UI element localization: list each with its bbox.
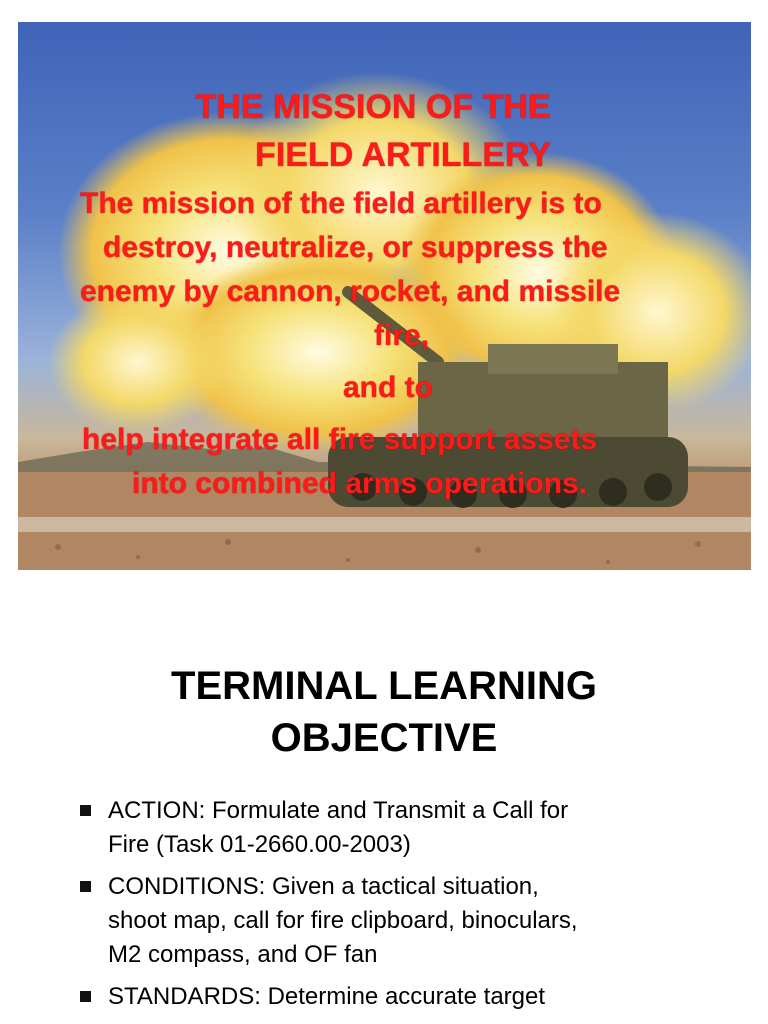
mission-line: The mission of the field artillery is to bbox=[80, 187, 602, 220]
objective-list bbox=[80, 794, 740, 1022]
list-item-conditions bbox=[80, 870, 740, 972]
bullet-text: STANDARDS: Determine accurate target bbox=[108, 983, 546, 1010]
tlo-slide bbox=[0, 600, 768, 1024]
square-bullet-icon bbox=[80, 805, 91, 816]
mission-line: into combined arms operations. bbox=[132, 467, 588, 500]
square-bullet-icon bbox=[80, 881, 91, 892]
mission-title-line2: FIELD ARTILLERY bbox=[255, 136, 551, 174]
mission-line: fire, bbox=[374, 319, 430, 352]
tlo-title-line2: OBJECTIVE bbox=[270, 716, 498, 760]
square-bullet-icon bbox=[80, 991, 91, 1002]
tlo-title-line1: TERMINAL LEARNING bbox=[171, 664, 597, 708]
mission-slide bbox=[18, 22, 751, 570]
list-item-standards bbox=[80, 980, 740, 1014]
mission-title-line1: THE MISSION OF THE bbox=[195, 88, 551, 126]
mission-line: destroy, neutralize, or suppress the bbox=[103, 231, 608, 264]
bullet-text: shoot map, call for fire clipboard, binoculars, bbox=[108, 907, 578, 934]
bullet-text: CONDITIONS: Given a tactical situation, bbox=[108, 873, 539, 900]
mission-line: enemy by cannon, rocket, and missile bbox=[80, 275, 621, 308]
bullet-text: M2 compass, and OF fan bbox=[108, 941, 378, 968]
bullet-text: ACTION: Formulate and Transmit a Call for bbox=[108, 797, 569, 824]
bullet-text: Fire (Task 01-2660.00-2003) bbox=[108, 831, 411, 858]
mission-line: help integrate all fire support assets bbox=[82, 423, 598, 456]
mission-line: and to bbox=[343, 371, 433, 404]
list-item-action bbox=[80, 794, 740, 862]
mission-text-overlay bbox=[18, 22, 751, 570]
